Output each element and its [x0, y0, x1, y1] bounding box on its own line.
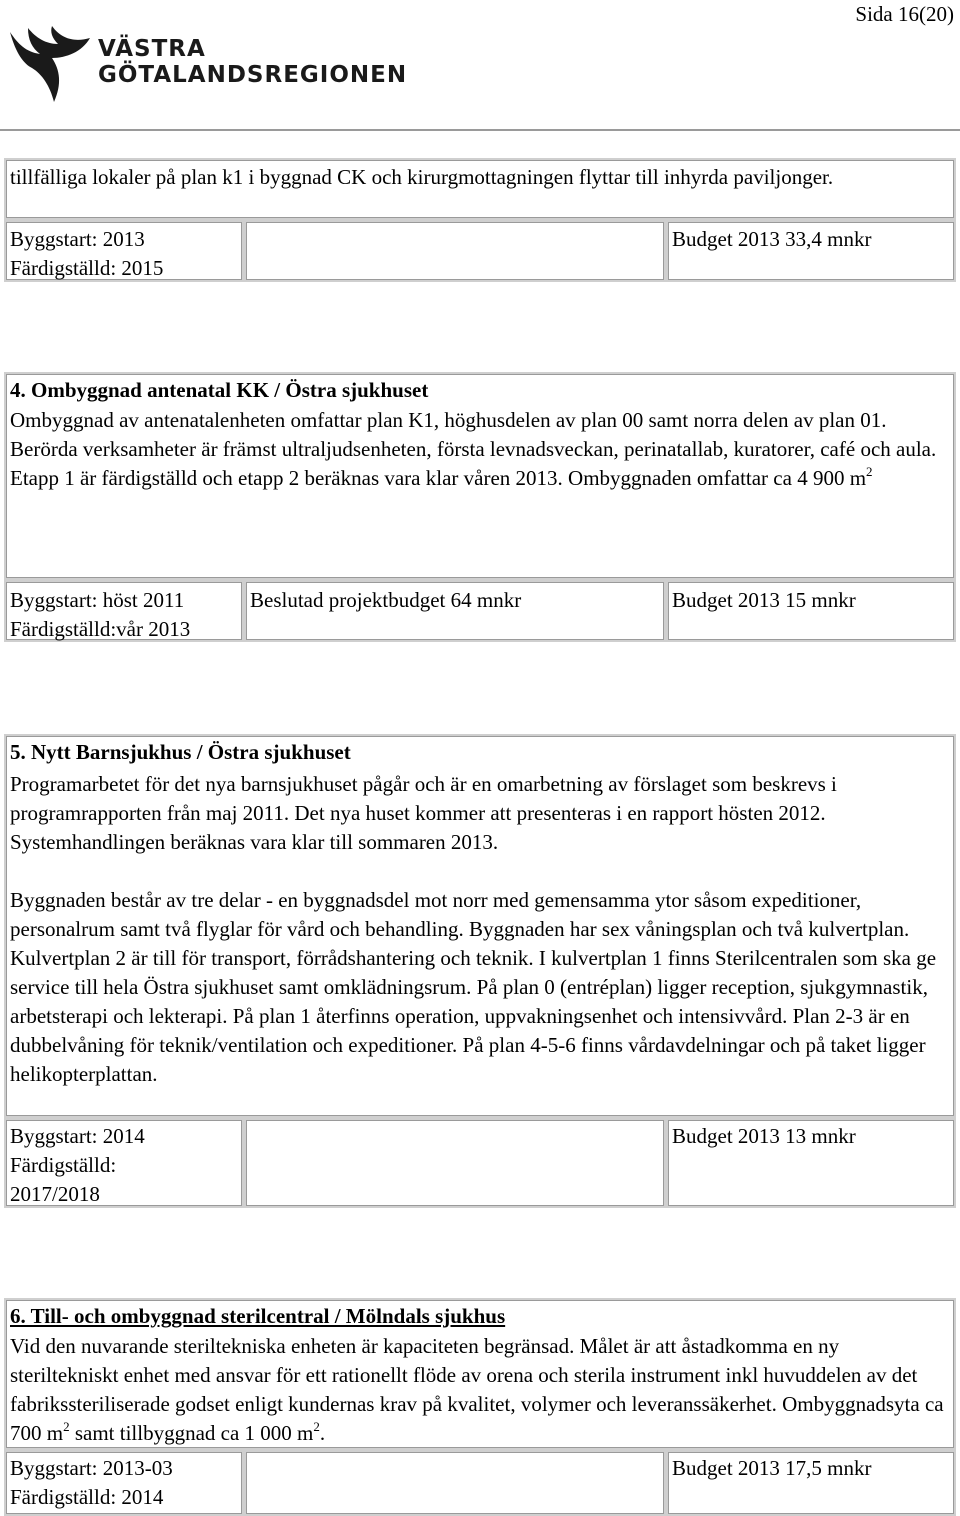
section3-finish: Färdigställd: 2015	[10, 256, 164, 280]
section6-sup2: 2	[313, 1419, 320, 1434]
section6-budget: Budget 2013 17,5 mnkr	[672, 1456, 872, 1480]
logo	[6, 24, 408, 106]
section4-start: Byggstart: höst 2011	[10, 588, 185, 612]
section3-start-cell	[4, 220, 244, 282]
section4-budget: Budget 2013 15 mnkr	[672, 588, 856, 612]
section6-finish: Färdigställd: 2014	[10, 1485, 164, 1509]
section6-mid-cell	[244, 1450, 666, 1516]
section3-budget: Budget 2013 33,4 mnkr	[672, 227, 872, 251]
section6-title: 6. Till- och ombyggnad sterilcentral / Mölndals sjukhus	[10, 1304, 506, 1328]
section5-title: 5. Nytt Barnsjukhus / Östra sjukhuset	[10, 740, 351, 764]
section5-budget-cell	[666, 1118, 956, 1208]
logo-text	[98, 36, 407, 88]
section4-mid-cell	[244, 580, 666, 642]
section4-budget-cell	[666, 580, 956, 642]
section5-para2: Byggnaden består av tre delar - en byggnadsdel mot norr med gemensamma ytor såsom expeditioner, personalrum samt två flyglar för vård och behandling. Byggnaden har sex våningsplan och två kulvertplan. Kulvertplan 2 är till för transport, förrådshantering och teknik. I kulvertplan 1 finns Sterilcentralen som ska ge service till hela Östra sjukhuset samt omklädningsrum. På plan 0 (entréplan) ligger reception, sjukgymnastik, arbetsterapi och lekterapi. På plan 1 återfinns operation, uppvakningsenhet och intensivvård. Plan 2-3 är en dubbelvåning för teknik/ventilation och expeditioner. På plan 4-5-6 finns vårdavdelningar och på taket ligger helikopterplattan.	[10, 888, 937, 1086]
section3-budget-cell	[666, 220, 956, 282]
section4-text-box	[4, 372, 956, 580]
section4-sup: 2	[866, 464, 873, 479]
section3-start: Byggstart: 2013	[10, 227, 145, 251]
section6-budget-cell	[666, 1450, 956, 1516]
section6-start-cell	[4, 1450, 244, 1516]
section6-text-c: .	[319, 1421, 326, 1445]
section5-finish2: 2017/2018	[10, 1182, 100, 1206]
section6-body	[10, 1332, 948, 1448]
logo-line-2: GÖTALANDSREGIONEN	[98, 62, 408, 88]
region-logo-icon	[6, 24, 98, 106]
page-number: Sida 16(20)	[855, 2, 954, 26]
section5-finish1: Färdigställd:	[10, 1153, 117, 1177]
section5-start: Byggstart: 2014	[10, 1124, 145, 1148]
section5-para1: Programarbetet för det nya barnsjukhuset pågår och är en omarbetning av förslaget som beskrevs i programrapporten från maj 2011. Det nya huset kommer att presenteras i en rapport hösten 2012. Systemhandlingen beräknas vara klar till sommaren 2013.	[10, 772, 837, 854]
section5-start-cell	[4, 1118, 244, 1208]
section6-sup1: 2	[63, 1419, 70, 1434]
section5-budget: Budget 2013 13 mnkr	[672, 1124, 856, 1148]
section4-text: Ombyggnad av antenatalenheten omfattar plan K1, höghusdelen av plan 00 samt norra delen av plan 01. Berörda verksamheter är främst ultraljudsenheten, första levnadsveckan, perinatallab, kuratorer, café och aula. Etapp 1 är färdigställd och etapp 2 beräknas vara klar våren 2013. Ombyggnaden omfattar ca 4 900 m	[10, 408, 937, 490]
section5-text-box	[4, 734, 956, 1118]
section3-mid-cell	[244, 220, 666, 282]
section4-mid: Beslutad projektbudget 64 mnkr	[250, 588, 522, 612]
section6-text-box	[4, 1298, 956, 1450]
section4-title: 4. Ombyggnad antenatal KK / Östra sjukhuset	[10, 378, 429, 402]
section6-start: Byggstart: 2013-03	[10, 1456, 173, 1480]
section6-text-a: Vid den nuvarande steriltekniska enheten är kapaciteten begränsad. Målet är att åstadkomma en ny steriltekniskt enhet med ansvar för ett rationellt flöde av orena och sterila instrument inkl huvuddelen av det fabrikssteriliserade godset enligt kundernas krav på kvalitet, volymer och leveranssäkerhet. Ombyggnadsyta ca 700 m	[10, 1334, 944, 1445]
section4-body	[10, 406, 948, 493]
section3-text-box	[4, 158, 956, 220]
section3-text: tillfälliga lokaler på plan k1 i byggnad CK och kirurgmottagningen flyttar till inhyrda paviljonger.	[10, 165, 834, 189]
section4-finish: Färdigställd:vår 2013	[10, 617, 191, 641]
logo-line-1: VÄSTRA	[98, 36, 206, 62]
header-divider	[0, 129, 960, 131]
section6-text-b: samt tillbyggnad ca 1 000 m	[69, 1421, 314, 1445]
section4-start-cell	[4, 580, 244, 642]
section5-mid-cell	[244, 1118, 666, 1208]
